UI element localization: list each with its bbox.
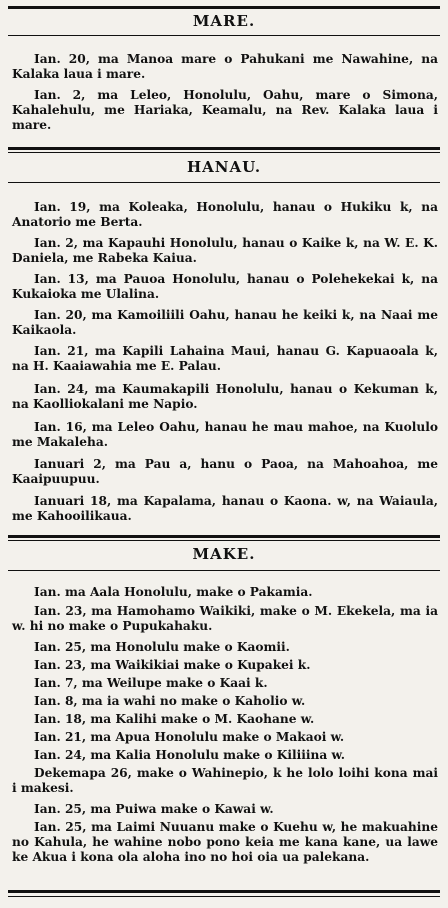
heading-hanau: HANAU. [186,158,262,176]
rule-after-hanau-thin [8,540,440,541]
rule-under-mare [8,35,440,36]
heading-mare: MARE. [192,12,256,30]
hanau-entry-6: Ian. 24, ma Kaumakapili Honolulu, hanau o Kekuman k, na Kaolliokalani me Napio. [12,382,438,411]
make-entry-9: Ian. 24, ma Kalia Honolulu make o Kiliiina w. [34,748,346,762]
make-entry-4: Ian. 23, ma Waikikiai make o Kupakei k. [34,658,311,672]
make-entry-3: Ian. 25, ma Honolulu make o Kaomii. [34,640,290,654]
mare-entry-2: Ian. 2, ma Leleo, Honolulu, Oahu, mare o Simona, Kahalehulu, me Hariaka, Keamalu, na Rev. Kalaka laua i mare. [12,88,438,132]
rule-after-mare [8,147,440,150]
make-entry-2: Ian. 23, ma Hamohamo Waikiki, make o M. Ekekela, ma ia w. hi no make o Pupukahaku. [12,604,438,633]
make-entry-1: Ian. ma Aala Honolulu, make o Pakamia. [34,585,313,599]
mare-entry-1: Ian. 20, ma Manoa mare o Pahukani me Nawahine, na Kalaka laua i mare. [12,52,438,81]
hanau-entry-7: Ian. 16, ma Leleo Oahu, hanau he mau mahoe, na Kuolulo me Makaleha. [12,420,438,449]
bottom-rule [8,890,440,893]
make-entry-8: Ian. 21, ma Apua Honolulu make o Makaoi w. [34,730,345,744]
rule-under-hanau [8,182,440,183]
make-entry-5: Ian. 7, ma Weilupe make o Kaai k. [34,676,268,690]
hanau-entry-9: Ianuari 18, ma Kapalama, hanau o Kaona. w, na Waiaula, me Kahooilikaua. [12,494,438,523]
hanau-entry-8: Ianuari 2, ma Pau a, hanu o Paoa, na Mahoahoa, me Kaaipuupuu. [12,457,438,486]
make-entry-10: Dekemapa 26, make o Wahinepio, k he lolo loihi kona mai i makesi. [12,766,438,795]
rule-under-make [8,570,440,571]
hanau-entry-4: Ian. 20, ma Kamoiliili Oahu, hanau he keiki k, na Naai me Kaikaola. [12,308,438,337]
hanau-entry-1: Ian. 19, ma Koleaka, Honolulu, hanau o Hukiku k, na Anatorio me Berta. [12,200,438,229]
heading-make: MAKE. [192,545,256,563]
make-entry-11: Ian. 25, ma Puiwa make o Kawai w. [34,802,274,816]
make-entry-7: Ian. 18, ma Kalihi make o M. Kaohane w. [34,712,315,726]
hanau-entry-5: Ian. 21, ma Kapili Lahaina Maui, hanau G. Kapuaoala k, na H. Kaaiawahia me E. Palau. [12,344,438,373]
hanau-entry-2: Ian. 2, ma Kapauhi Honolulu, hanau o Kaike k, na W. E. K. Daniela, me Rabeka Kaiua. [12,236,438,265]
top-rule [8,6,440,9]
rule-after-hanau [8,535,440,538]
make-entry-6: Ian. 8, ma ia wahi no make o Kaholio w. [34,694,306,708]
hanau-entry-3: Ian. 13, ma Pauoa Honolulu, hanau o Polehekekai k, na Kukaioka me Ulalina. [12,272,438,301]
bottom-rule-thin [8,896,440,897]
make-entry-12: Ian. 25, ma Laimi Nuuanu make o Kuehu w, he makuahine no Kahula, he wahine nobo pono keia me kana kane, ua lawe ke Akua i kona ola aloha ino no hoi oia ua palekana. [12,820,438,864]
rule-after-mare-thin [8,152,440,153]
